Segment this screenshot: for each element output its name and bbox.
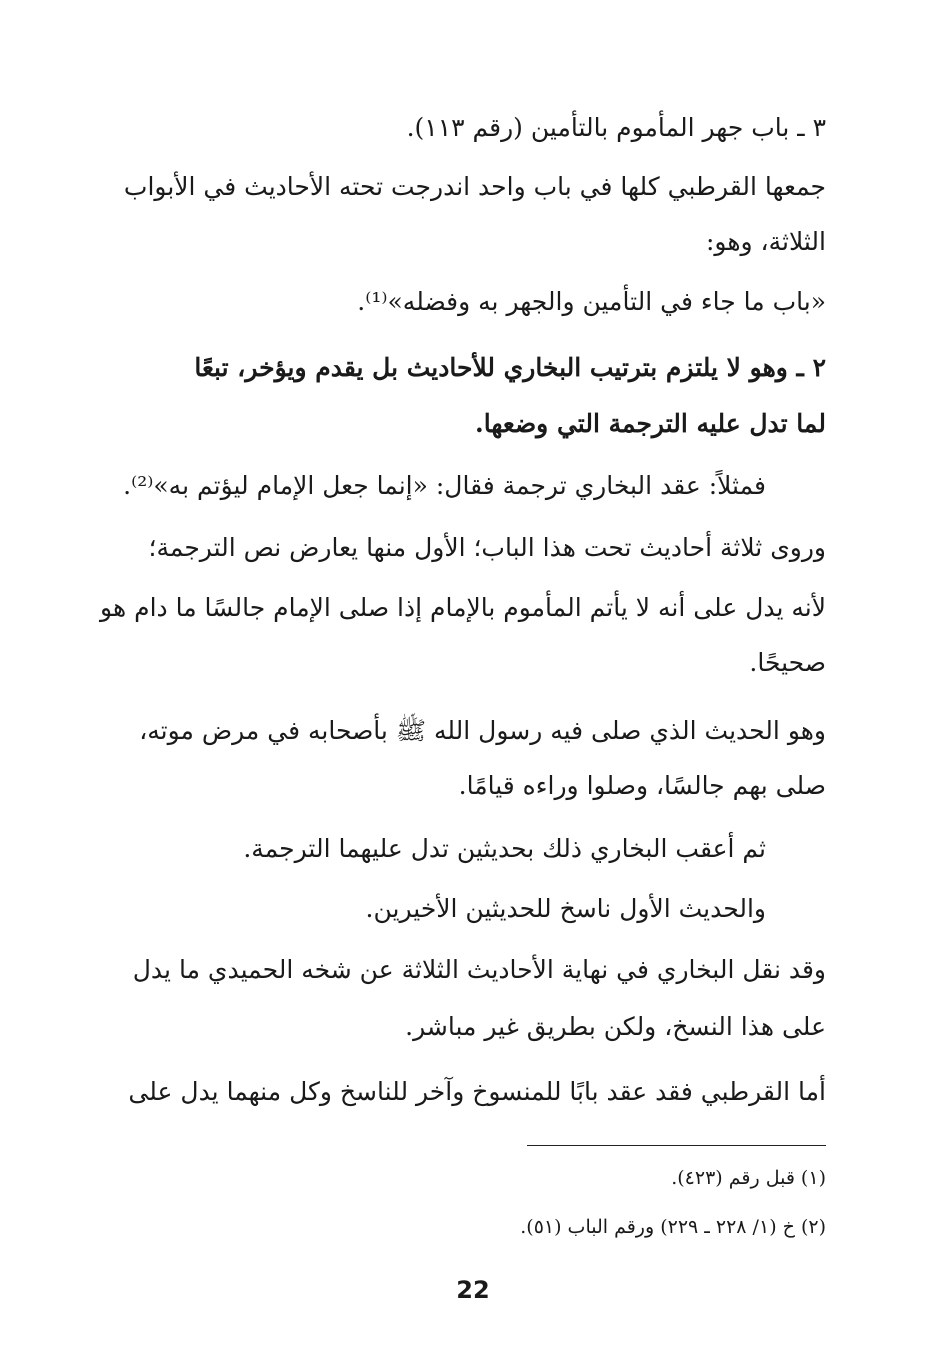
text-line: وقد نقل البخاري في نهاية الأحاديث الثلاثة عن شخه الحميدي ما يدل bbox=[132, 955, 826, 984]
text-line: صحيحًا. bbox=[749, 648, 826, 677]
text-line: لما تدل عليه الترجمة التي وضعها. bbox=[475, 409, 826, 438]
text-line: والحديث الأول ناسخ للحديثين الأخيرين. bbox=[365, 894, 766, 923]
footnote-divider bbox=[527, 1145, 826, 1146]
text-line: صلى بهم جالسًا، وصلوا وراءه قيامًا. bbox=[458, 771, 826, 800]
text-line: وهو الحديث الذي صلى فيه رسول الله ﷺ بأصحابه في مرض موته، bbox=[139, 716, 826, 745]
text-line: ٣ ـ باب جهر المأموم بالتأمين (رقم ١١٣). bbox=[406, 113, 826, 142]
page-number: 22 bbox=[456, 1276, 490, 1304]
text-line: لأنه يدل على أنه لا يأتم المأموم بالإمام إذا صلى الإمام جالسًا ما دام هو bbox=[100, 593, 826, 622]
footnote: (١) قبل رقم (٤٢٣). bbox=[671, 1167, 826, 1189]
text-line: الثلاثة، وهو: bbox=[706, 227, 826, 256]
footnote: (٢) خ (١/ ٢٢٨ ـ ٢٢٩) ورقم الباب (٥١). bbox=[520, 1216, 826, 1238]
text-line: ثم أعقب البخاري ذلك بحديثين تدل عليهما الترجمة. bbox=[243, 834, 766, 863]
text-line: على هذا النسخ، ولكن بطريق غير مباشر. bbox=[405, 1012, 826, 1041]
text-line: وروى ثلاثة أحاديث تحت هذا الباب؛ الأول منها يعارض نص الترجمة؛ bbox=[148, 533, 826, 562]
text-line: أما القرطبي فقد عقد بابًا للمنسوخ وآخر للناسخ وكل منهما يدل على bbox=[128, 1077, 826, 1106]
text-line: ٢ ـ وهو لا يلتزم بترتيب البخاري للأحاديث بل يقدم ويؤخر، تبعًا bbox=[194, 353, 826, 382]
text-line: فمثلاً: عقد البخاري ترجمة فقال: «إنما جعل الإمام ليؤتم به»⁽²⁾. bbox=[123, 471, 766, 500]
text-line: جمعها القرطبي كلها في باب واحد اندرجت تحته الأحاديث في الأبواب bbox=[123, 172, 826, 201]
text-line: «باب ما جاء في التأمين والجهر به وفضله»⁽¹⁾. bbox=[357, 287, 826, 316]
